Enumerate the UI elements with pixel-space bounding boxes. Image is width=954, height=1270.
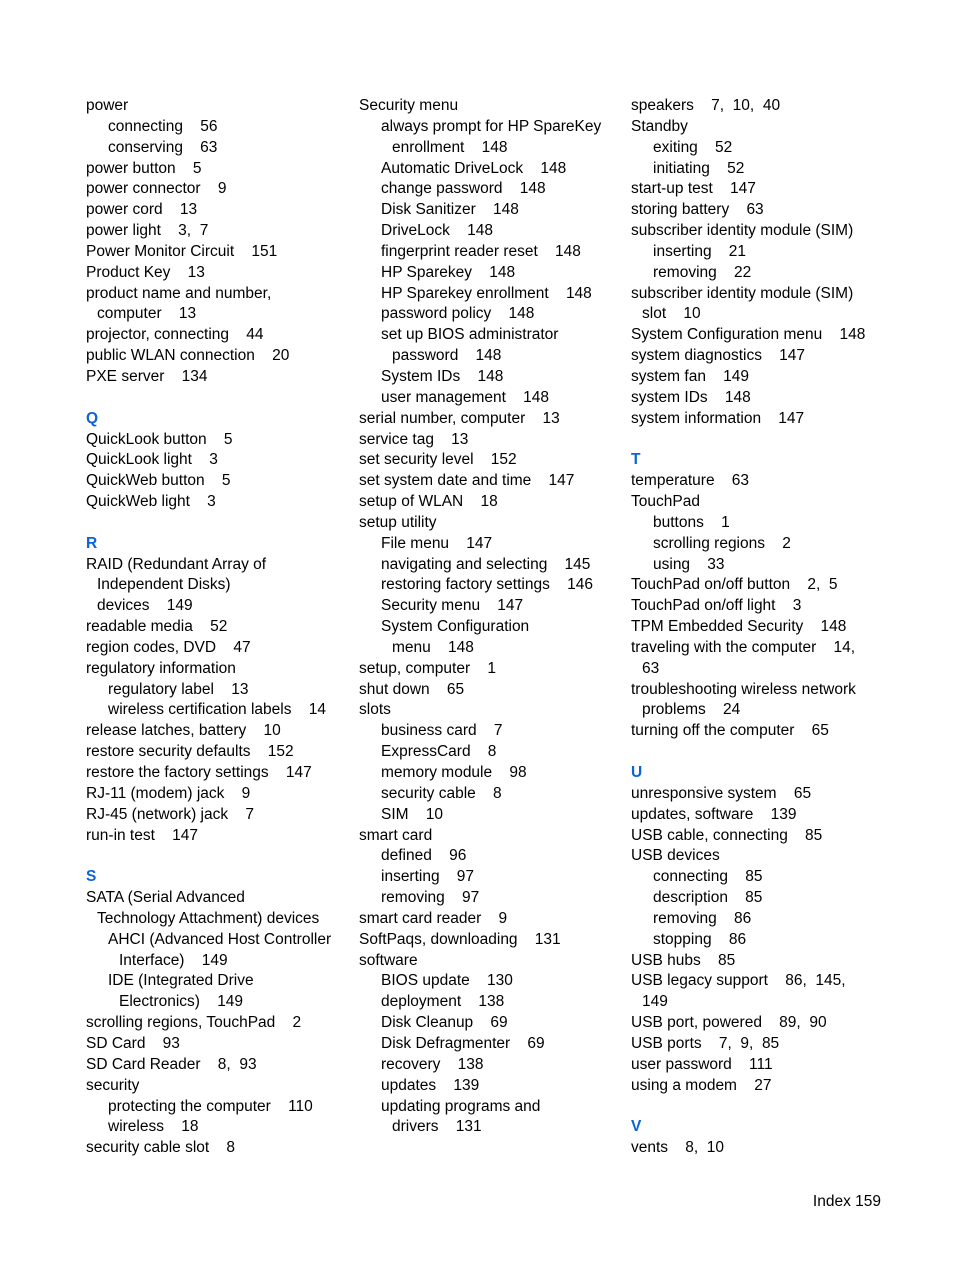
index-entry: SD Card 93: [86, 1034, 180, 1052]
index-entry: power connector 9: [86, 180, 227, 198]
index-entry: HP Sparekey enrollment 148: [381, 284, 592, 302]
index-entry: TouchPad on/off light 3: [631, 597, 802, 615]
index-entry: system diagnostics 147: [631, 347, 806, 365]
index-entry: inserting 97: [381, 868, 475, 886]
index-entry: release latches, battery 10: [86, 722, 281, 740]
index-entry: protecting the computer 110: [108, 1097, 313, 1115]
index-entry: PXE server 134: [86, 367, 208, 385]
index-entry: System Configuration: [381, 618, 530, 636]
index-entry: security cable 8: [381, 784, 502, 802]
index-entry: restore security defaults 152: [86, 743, 294, 761]
section-spacer: [86, 388, 344, 409]
index-entry: description 85: [653, 889, 763, 907]
page-footer: Index 159: [812, 1193, 881, 1210]
index-entry: USB port, powered 89, 90: [631, 1014, 827, 1032]
index-entry: memory module 98: [381, 764, 527, 781]
index-entry: updates, software 139: [631, 805, 797, 823]
index-entry: connecting 56: [108, 117, 218, 135]
index-entry: region codes, DVD 47: [86, 638, 251, 656]
index-entry: drivers 131: [392, 1118, 482, 1136]
index-entry: service tag 13: [359, 430, 469, 448]
index-entry: software: [359, 951, 418, 969]
index-entry: navigating and selecting 145: [381, 555, 591, 573]
index-entry: removing 22: [653, 263, 752, 281]
index-entry: SoftPaqs, downloading 131: [359, 930, 561, 948]
index-entry: run-in test 147: [86, 826, 199, 844]
index-entry: subscriber identity module (SIM): [631, 222, 854, 240]
index-entry: user password 111: [631, 1055, 773, 1073]
index-entry: power button 5: [86, 159, 202, 177]
index-entry: QuickWeb button 5: [86, 472, 231, 490]
index-entry: traveling with the computer 14,: [631, 638, 856, 656]
index-entry: Automatic DriveLock 148: [381, 159, 567, 177]
index-entry: slots: [359, 701, 391, 719]
index-entry: defined 96: [381, 847, 467, 865]
section-letter-heading: Q: [86, 409, 99, 427]
index-entry: USB hubs 85: [631, 951, 736, 969]
index-entry: using a modem 27: [631, 1076, 772, 1094]
index-entry: USB ports 7, 9, 85: [631, 1034, 780, 1052]
index-entry: product name and number,: [86, 284, 272, 302]
index-entry: system IDs 148: [631, 388, 751, 406]
index-entry: set up BIOS administrator: [381, 326, 559, 344]
index-entry: storing battery 63: [631, 201, 764, 219]
index-entry: Independent Disks): [97, 576, 231, 594]
index-entry: change password 148: [381, 180, 546, 198]
index-entry: IDE (Integrated Drive: [108, 972, 254, 990]
section-letter-heading: V: [631, 1118, 642, 1136]
index-entry: power cord 13: [86, 201, 198, 219]
index-entry: power light 3, 7: [86, 222, 209, 240]
index-entry: removing 97: [381, 889, 480, 907]
index-entry: shut down 65: [359, 680, 465, 698]
index-entry: restoring factory settings 146: [381, 576, 593, 594]
index-entry: Disk Sanitizer 148: [381, 201, 519, 219]
index-entry: scrolling regions, TouchPad 2: [86, 1014, 302, 1032]
index-entry: System Configuration menu 148: [631, 326, 866, 344]
index-entry: Disk Defragmenter 69: [381, 1034, 545, 1052]
index-entry: security cable slot 8: [86, 1139, 236, 1157]
index-entry: menu 148: [392, 638, 474, 656]
index-entry: Security menu: [359, 97, 459, 114]
index-entry: speakers 7, 10, 40: [631, 97, 781, 114]
index-entry: projector, connecting 44: [86, 326, 264, 344]
index-entry: inserting 21: [653, 242, 747, 260]
index-entry: conserving 63: [108, 138, 218, 156]
index-entry: deployment 138: [381, 993, 505, 1011]
index-entry: removing 86: [653, 909, 752, 927]
index-entry: smart card reader 9: [359, 909, 508, 927]
index-entry: readable media 52: [86, 618, 228, 636]
index-entry: RJ-11 (modem) jack 9: [86, 784, 251, 802]
index-entry: SIM 10: [381, 805, 444, 823]
index-entry: RJ-45 (network) jack 7: [86, 805, 254, 823]
index-entry: problems 24: [642, 701, 741, 719]
section-spacer: [86, 846, 344, 867]
index-entry: unresponsive system 65: [631, 784, 812, 802]
index-entry: enrollment 148: [392, 138, 508, 156]
index-entry: BIOS update 130: [381, 972, 513, 990]
index-entry: vents 8, 10: [631, 1139, 725, 1157]
index-entry: always prompt for HP SpareKey: [381, 117, 602, 135]
section-letter-heading: R: [86, 534, 98, 552]
index-entry: wireless certification labels 14: [108, 701, 326, 719]
index-entry: SD Card Reader 8, 93: [86, 1055, 257, 1073]
index-entry: 149: [642, 993, 668, 1011]
index-entry: QuickWeb light 3: [86, 493, 216, 511]
index-entry: buttons 1: [653, 513, 730, 531]
index-entry: slot 10: [642, 305, 701, 323]
index-entry: exiting 52: [653, 138, 733, 156]
index-entry: Standby: [631, 117, 688, 135]
index-entry: File menu 147: [381, 534, 493, 552]
index-entry: TPM Embedded Security 148: [631, 618, 847, 636]
index-entry: Power Monitor Circuit 151: [86, 242, 278, 260]
index-entry: connecting 85: [653, 868, 763, 886]
index-entry: restore the factory settings 147: [86, 764, 312, 781]
section-spacer: [631, 742, 881, 763]
index-entry: setup utility: [359, 513, 437, 531]
section-spacer: [86, 513, 344, 534]
index-entry: Interface) 149: [119, 951, 228, 969]
index-entry: AHCI (Advanced Host Controller: [108, 930, 332, 948]
index-entry: set security level 152: [359, 451, 517, 469]
index-entry: smart card: [359, 826, 433, 844]
index-entry: business card 7: [381, 722, 503, 740]
index-entry: recovery 138: [381, 1055, 484, 1073]
index-entry: regulatory information: [86, 659, 236, 677]
index-entry: TouchPad on/off button 2, 5: [631, 576, 838, 594]
section-letter-heading: S: [86, 868, 97, 886]
index-entry: devices 149: [97, 597, 193, 615]
index-entry: security: [86, 1076, 140, 1094]
section-spacer: [631, 430, 881, 451]
index-entry: user management 148: [381, 388, 550, 406]
index-entry: USB devices: [631, 847, 720, 865]
index-entry: HP Sparekey 148: [381, 263, 516, 281]
index-entry: password 148: [392, 347, 502, 365]
index-column-1: [86, 96, 344, 1159]
index-entry: SATA (Serial Advanced: [86, 889, 245, 907]
index-entry: setup of WLAN 18: [359, 493, 498, 511]
index-entry: Security menu 147: [381, 597, 524, 615]
index-entry: scrolling regions 2: [653, 534, 791, 552]
index-entry: password policy 148: [381, 305, 535, 323]
section-letter-heading: T: [631, 451, 641, 469]
index-column-3: [631, 96, 881, 1159]
index-entry: subscriber identity module (SIM): [631, 284, 854, 302]
index-entry: fingerprint reader reset 148: [381, 242, 581, 260]
index-entry: troubleshooting wireless network: [631, 680, 856, 698]
section-spacer: [631, 1097, 881, 1118]
index-column-2: [359, 96, 621, 1138]
index-entry: system fan 149: [631, 367, 750, 385]
index-entry: temperature 63: [631, 472, 750, 490]
index-entry: USB cable, connecting 85: [631, 826, 823, 844]
index-entry: turning off the computer 65: [631, 722, 829, 740]
index-entry: initiating 52: [653, 159, 745, 177]
index-entry: DriveLock 148: [381, 222, 493, 240]
section-letter-heading: U: [631, 764, 643, 781]
index-entry: public WLAN connection 20: [86, 347, 290, 365]
index-entry: wireless 18: [108, 1118, 199, 1136]
index-entry: set system date and time 147: [359, 472, 575, 490]
index-entry: updating programs and: [381, 1097, 541, 1115]
index-entry: stopping 86: [653, 930, 747, 948]
index-entry: system information 147: [631, 409, 805, 427]
index-entry: setup, computer 1: [359, 659, 496, 677]
index-entry: QuickLook button 5: [86, 430, 233, 448]
index-entry: Disk Cleanup 69: [381, 1014, 508, 1032]
index-entry: computer 13: [97, 305, 197, 323]
index-entry: regulatory label 13: [108, 680, 249, 698]
index-entry: System IDs 148: [381, 367, 504, 385]
index-entry: start-up test 147: [631, 180, 756, 198]
index-entry: Product Key 13: [86, 263, 205, 281]
index-entry: serial number, computer 13: [359, 409, 560, 427]
index-entry: using 33: [653, 555, 725, 573]
index-entry: power: [86, 97, 129, 114]
index-entry: TouchPad: [631, 493, 700, 511]
index-entry: Electronics) 149: [119, 993, 244, 1011]
index-entry: Technology Attachment) devices: [97, 909, 320, 927]
index-entry: RAID (Redundant Array of: [86, 555, 267, 573]
index-entry: USB legacy support 86, 145,: [631, 972, 846, 990]
index-entry: updates 139: [381, 1076, 480, 1094]
index-entry: ExpressCard 8: [381, 743, 497, 761]
index-entry: QuickLook light 3: [86, 451, 218, 469]
index-entry: 63: [642, 659, 660, 677]
